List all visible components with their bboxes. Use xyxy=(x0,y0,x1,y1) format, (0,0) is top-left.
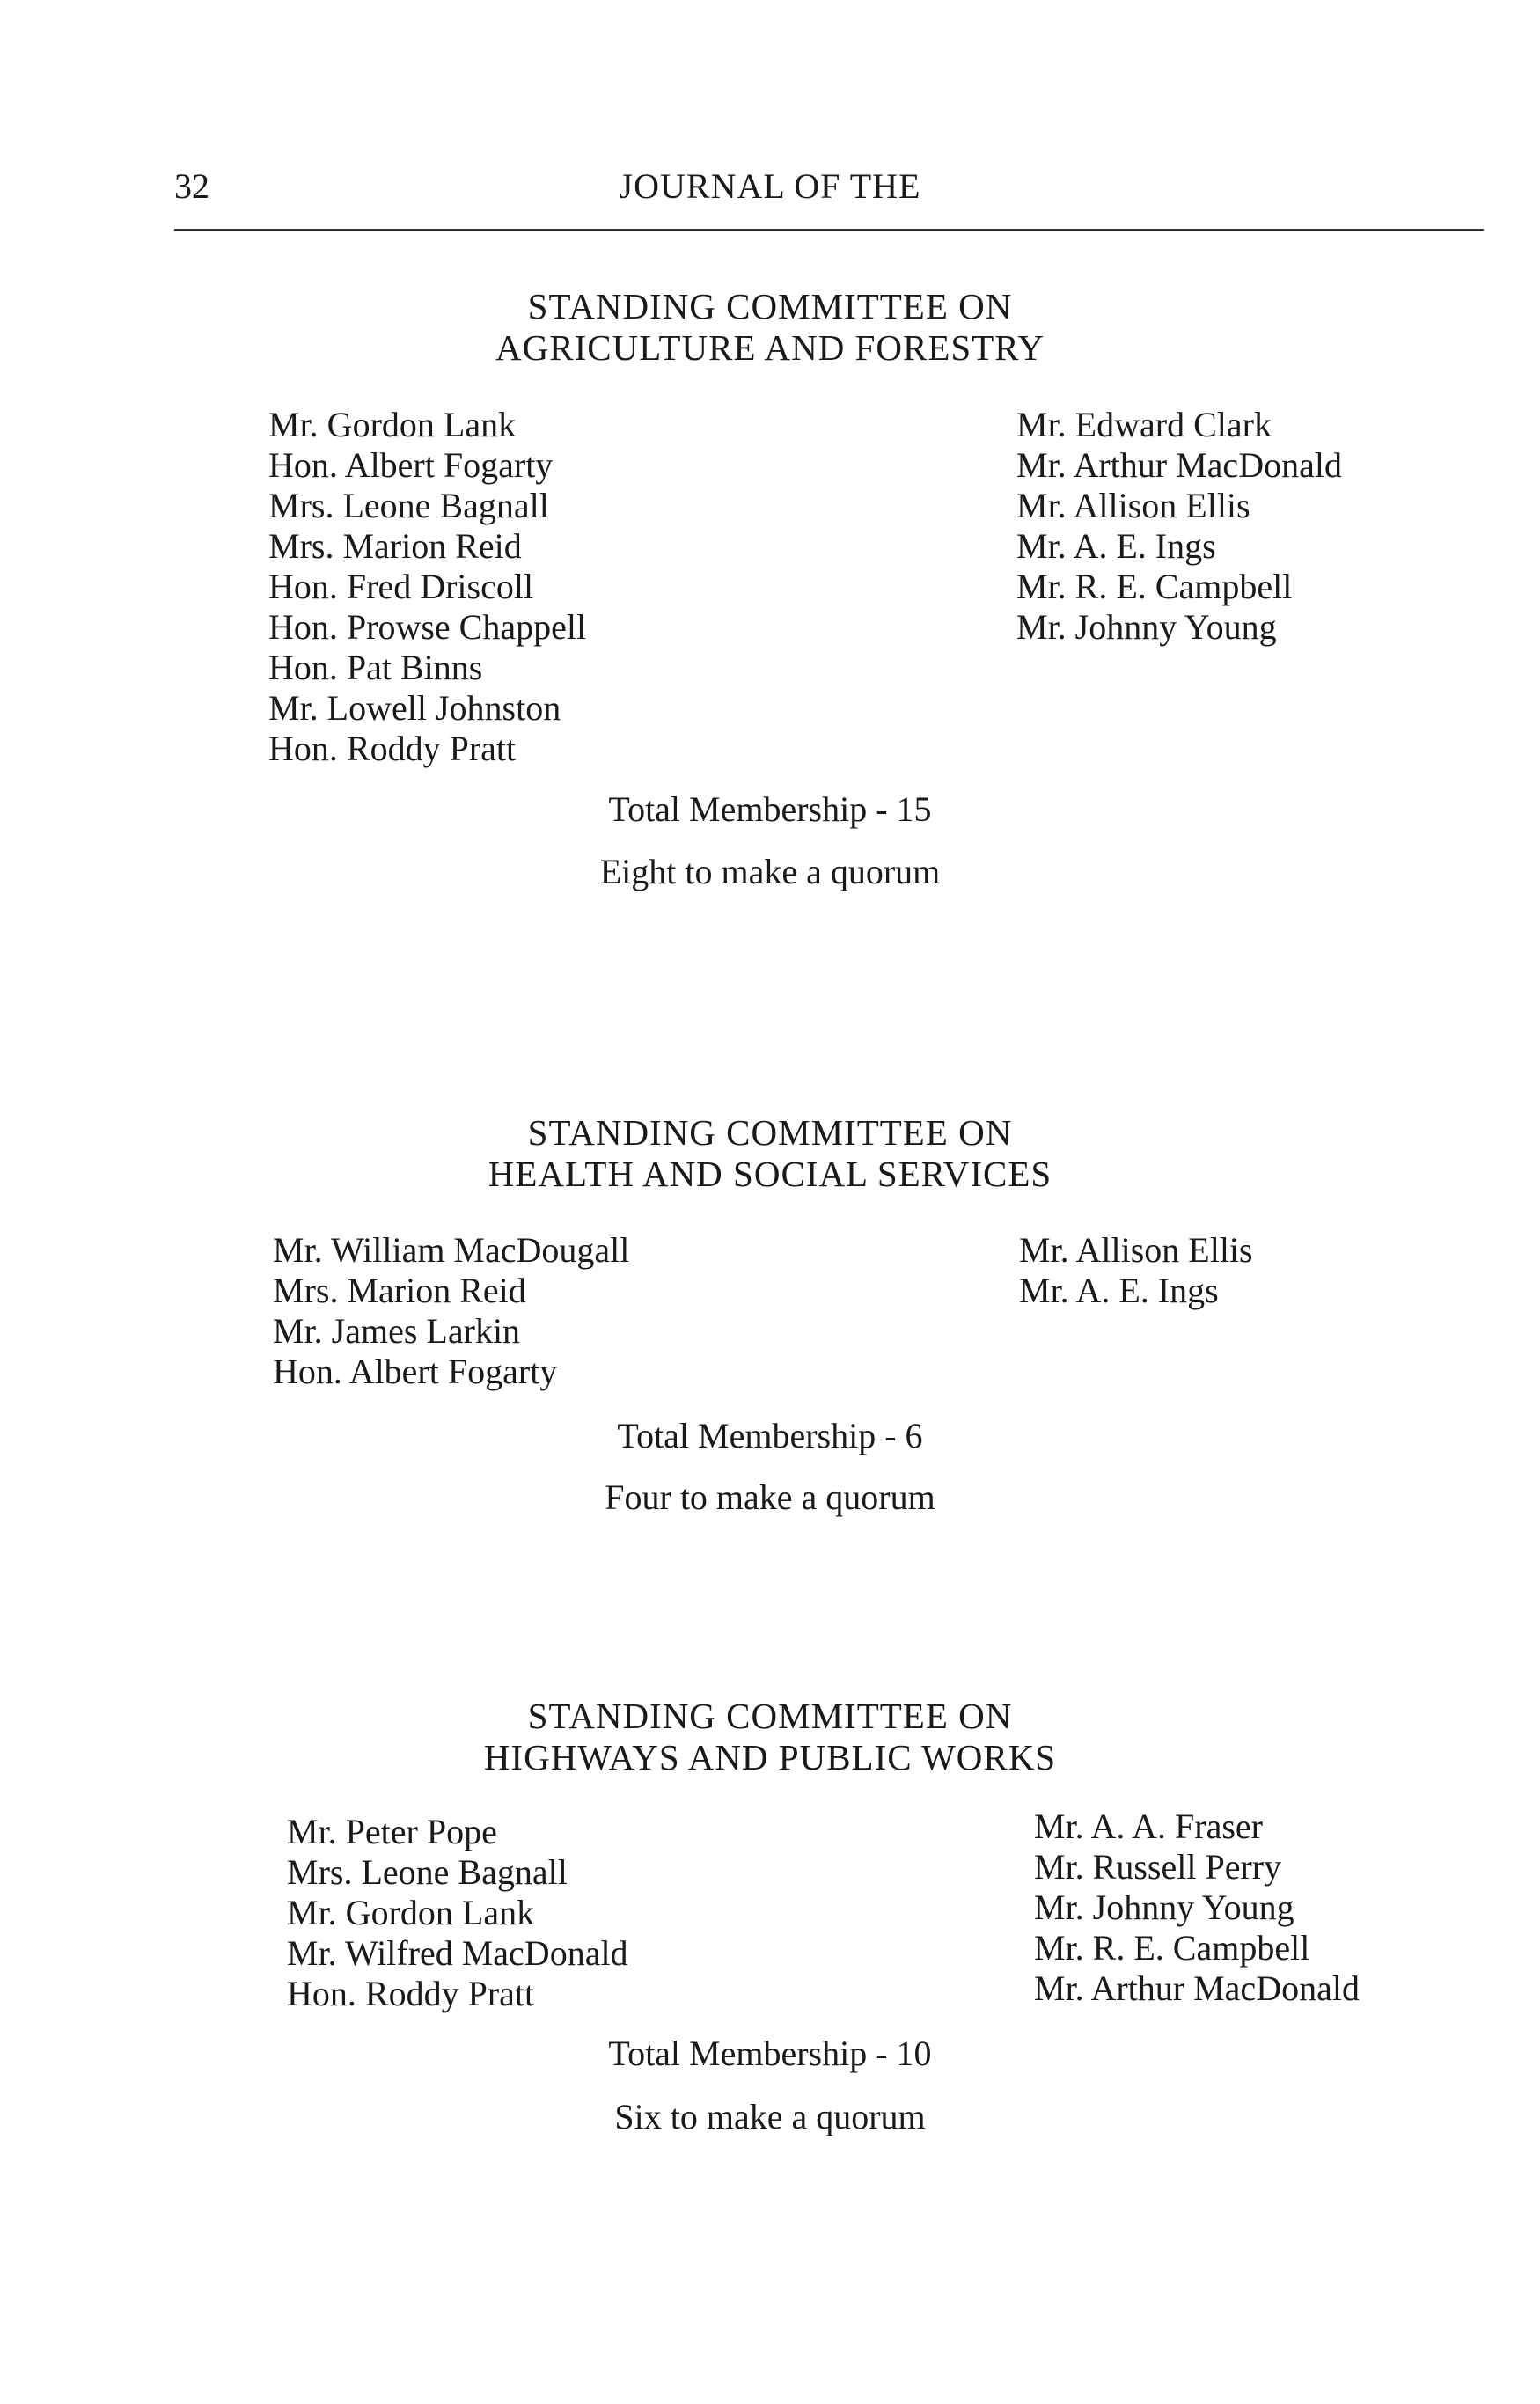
member-name: Mr. Gordon Lank xyxy=(268,405,517,444)
heading-line-2: HEALTH AND SOCIAL SERVICES xyxy=(488,1154,1052,1194)
member-name: Hon. Prowse Chappell xyxy=(268,607,587,647)
total-membership: Total Membership - 6 xyxy=(617,1416,923,1455)
heading-line-1: STANDING COMMITTEE ON xyxy=(527,286,1013,326)
member-name: Hon. Pat Binns xyxy=(268,648,483,687)
member-name: Mr. Gordon Lank xyxy=(287,1893,535,1932)
quorum-note: Eight to make a quorum xyxy=(599,852,941,891)
member-name: Mr. R. E. Campbell xyxy=(1016,567,1293,606)
member-name: Hon. Fred Driscoll xyxy=(268,567,534,606)
left-member-list xyxy=(268,405,586,769)
member-name: Mr. Russell Perry xyxy=(1034,1847,1282,1887)
member-name: Mr. Johnny Young xyxy=(1034,1887,1294,1927)
member-name: Mrs. Marion Reid xyxy=(273,1271,526,1310)
member-name: Mrs. Leone Bagnall xyxy=(268,486,549,525)
member-name: Mr. Arthur MacDonald xyxy=(1034,1968,1360,2008)
quorum-note: Six to make a quorum xyxy=(614,2097,926,2136)
heading-line-2: HIGHWAYS AND PUBLIC WORKS xyxy=(483,1737,1057,1777)
left-member-list xyxy=(273,1230,629,1392)
right-member-list xyxy=(1016,405,1342,648)
member-name: Mr. Johnny Young xyxy=(1016,607,1277,647)
member-name: Mr. Wilfred MacDonald xyxy=(287,1933,628,1973)
member-name: Mr. William MacDougall xyxy=(273,1230,630,1270)
heading-line-1: STANDING COMMITTEE ON xyxy=(527,1112,1013,1153)
member-name: Mr. Edward Clark xyxy=(1016,405,1272,444)
member-name: Mrs. Leone Bagnall xyxy=(287,1852,568,1892)
committee-heading xyxy=(0,1696,1540,1778)
quorum-note: Four to make a quorum xyxy=(605,1477,935,1517)
member-name: Mr. Allison Ellis xyxy=(1019,1230,1253,1270)
member-name: Hon. Roddy Pratt xyxy=(287,1974,535,2013)
committee-heading xyxy=(0,286,1540,369)
member-name: Hon. Albert Fogarty xyxy=(268,445,554,485)
member-name: Hon. Roddy Pratt xyxy=(268,729,517,768)
total-membership: Total Membership - 15 xyxy=(608,789,932,829)
heading-line-1: STANDING COMMITTEE ON xyxy=(527,1696,1013,1736)
member-name: Mr. A. A. Fraser xyxy=(1034,1807,1263,1846)
right-member-list xyxy=(1034,1807,1360,2009)
left-member-list xyxy=(287,1812,628,2014)
committee-heading xyxy=(0,1112,1540,1195)
member-name: Mrs. Marion Reid xyxy=(268,526,522,566)
member-name: Mr. A. E. Ings xyxy=(1016,526,1216,566)
member-name: Mr. A. E. Ings xyxy=(1019,1271,1219,1310)
running-head: JOURNAL OF THE xyxy=(619,166,921,206)
right-member-list xyxy=(1019,1230,1253,1311)
member-name: Mr. Arthur MacDonald xyxy=(1016,445,1342,485)
total-membership: Total Membership - 10 xyxy=(608,2034,932,2073)
member-name: Hon. Albert Fogarty xyxy=(273,1352,558,1391)
member-name: Mr. Peter Pope xyxy=(287,1812,497,1851)
heading-line-2: AGRICULTURE AND FORESTRY xyxy=(495,327,1045,368)
member-name: Mr. Lowell Johnston xyxy=(268,688,561,728)
page-number: 32 xyxy=(174,166,209,206)
member-name: Mr. R. E. Campbell xyxy=(1034,1928,1310,1968)
member-name: Mr. Allison Ellis xyxy=(1016,486,1250,525)
header-rule xyxy=(174,229,1484,231)
member-name: Mr. James Larkin xyxy=(273,1311,521,1351)
